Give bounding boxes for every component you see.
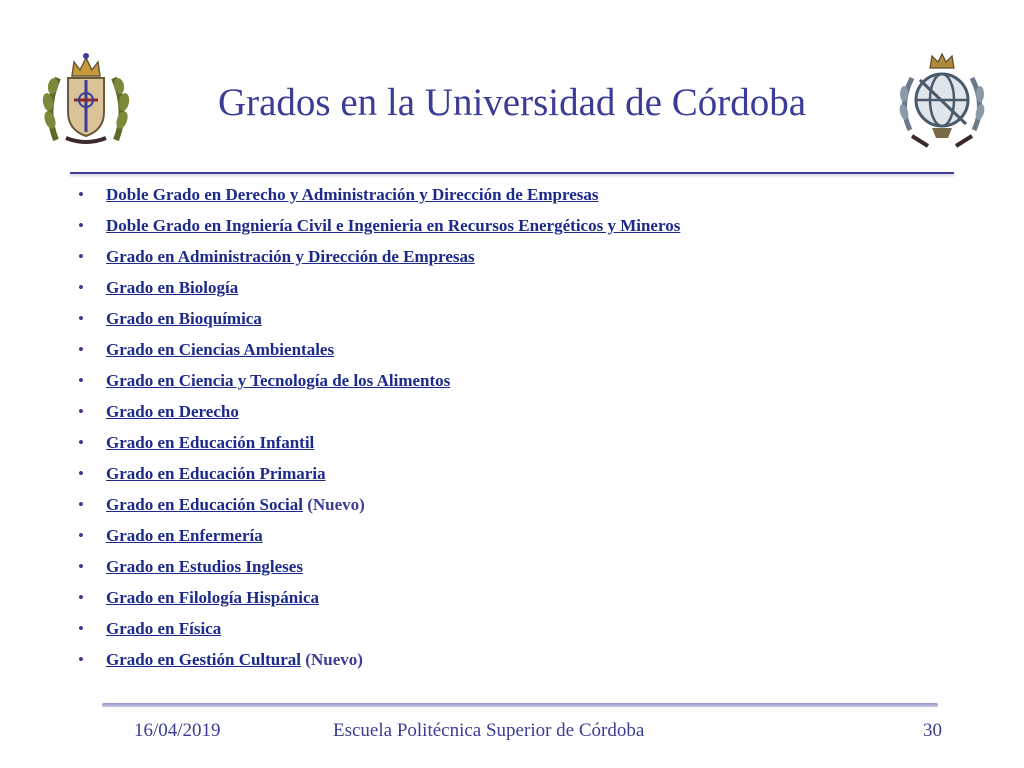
list-item: [76, 521, 680, 552]
degree-list: [76, 180, 680, 676]
bullet-icon: •: [78, 216, 84, 235]
list-item: [76, 211, 680, 242]
degree-link[interactable]: Grado en Enfermería: [106, 526, 263, 545]
list-item: [76, 583, 680, 614]
bullet-icon: •: [78, 557, 84, 576]
bullet-icon: •: [78, 650, 84, 669]
list-item: [76, 366, 680, 397]
degree-link[interactable]: Grado en Estudios Ingleses: [106, 557, 303, 576]
degree-link[interactable]: Grado en Educación Infantil: [106, 433, 315, 452]
degree-link[interactable]: Grado en Gestión Cultural: [106, 650, 302, 669]
bullet-icon: •: [78, 619, 84, 638]
title-divider: [70, 172, 954, 174]
slide-title: Grados en la Universidad de Córdoba: [217, 81, 807, 124]
degree-link[interactable]: Grado en Educación Social: [106, 495, 303, 514]
bullet-icon: •: [78, 247, 84, 266]
bullet-icon: •: [78, 309, 84, 328]
bullet-icon: •: [78, 185, 84, 204]
new-badge: (Nuevo): [307, 495, 365, 514]
list-item: [76, 552, 680, 583]
degree-link[interactable]: Doble Grado en Derecho y Administración y Dirección de Empresas: [106, 185, 599, 204]
list-item: [76, 304, 680, 335]
footer-school-name: Escuela Politécnica Superior de Córdoba: [333, 720, 645, 741]
bullet-icon: •: [78, 526, 84, 545]
degree-link[interactable]: Grado en Filología Hispánica: [106, 588, 319, 607]
page-number: 30: [923, 720, 942, 741]
list-item: [76, 645, 680, 676]
degree-link[interactable]: Doble Grado en Ingniería Civil e Ingenieria en Recursos Energéticos y Mineros: [106, 216, 681, 235]
list-item: [76, 273, 680, 304]
degree-link[interactable]: Grado en Educación Primaria: [106, 464, 326, 483]
degree-link[interactable]: Grado en Derecho: [106, 402, 239, 421]
list-item: [76, 397, 680, 428]
bullet-icon: •: [78, 433, 84, 452]
degree-link[interactable]: Grado en Bioquímica: [106, 309, 262, 328]
bullet-icon: •: [78, 402, 84, 421]
bullet-icon: •: [78, 340, 84, 359]
footer-date: 16/04/2019: [134, 720, 221, 741]
degree-link[interactable]: Grado en Administración y Dirección de Empresas: [106, 247, 475, 266]
bullet-icon: •: [78, 588, 84, 607]
list-item: [76, 490, 680, 521]
bullet-icon: •: [78, 371, 84, 390]
university-coat-of-arms-icon: [36, 50, 136, 150]
degree-link[interactable]: Grado en Física: [106, 619, 222, 638]
bullet-icon: •: [78, 495, 84, 514]
list-item: [76, 614, 680, 645]
list-item: [76, 335, 680, 366]
new-badge: (Nuevo): [305, 650, 363, 669]
list-item: [76, 180, 680, 211]
bullet-icon: •: [78, 464, 84, 483]
degree-link[interactable]: Grado en Biología: [106, 278, 239, 297]
bullet-icon: •: [78, 278, 84, 297]
engineering-school-emblem-icon: [892, 50, 992, 150]
degree-link[interactable]: Grado en Ciencias Ambientales: [106, 340, 335, 359]
list-item: [76, 242, 680, 273]
list-item: [76, 459, 680, 490]
degree-link[interactable]: Grado en Ciencia y Tecnología de los Alimentos: [106, 371, 451, 390]
list-item: [76, 428, 680, 459]
footer-divider: [102, 703, 938, 707]
